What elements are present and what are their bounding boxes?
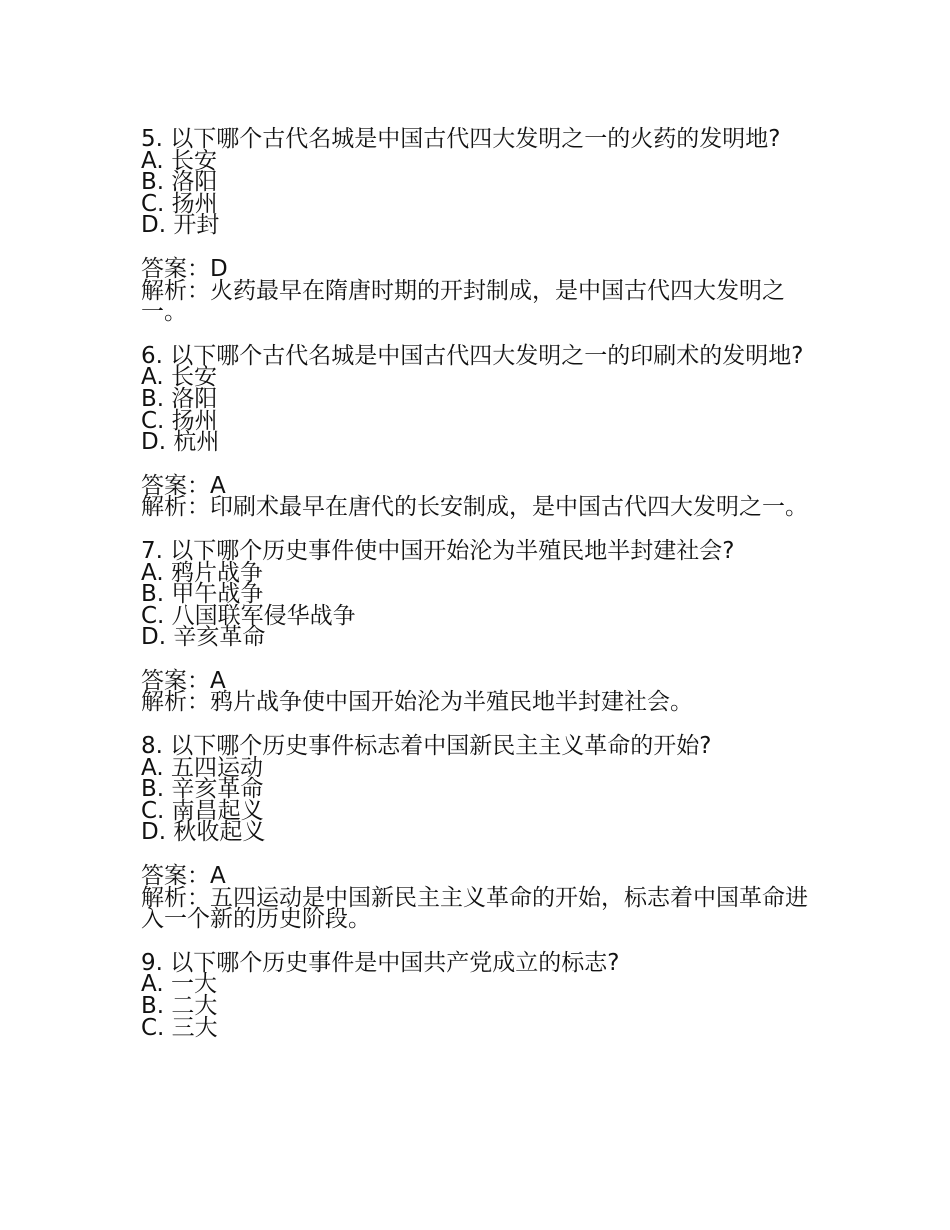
question-9-option-b: B. 二大 bbox=[141, 993, 218, 1019]
question-7-option-c: C. 八国联军侵华战争 bbox=[141, 602, 356, 629]
question-7-gap bbox=[141, 649, 813, 671]
question-8-analysis: 解析：五四运动是中国新民主主义革命的开始，标志着中国革命进入一个新的历史阶段。 bbox=[141, 884, 808, 933]
question-6-option-c: C. 扬州 bbox=[141, 407, 218, 434]
question-8-option-c: C. 南昌起义 bbox=[141, 797, 264, 824]
question-5-option-a: A. 长安 bbox=[141, 147, 217, 174]
question-5-option-d: D. 开封 bbox=[141, 212, 220, 239]
question-7-analysis: 解析：鸦片战争使中国开始沦为半殖民地半封建社会。 bbox=[141, 689, 693, 716]
question-6-gap bbox=[141, 454, 813, 476]
question-7-option-a: A. 鸦片战争 bbox=[141, 559, 263, 586]
question-9-option-a: A. 一大 bbox=[141, 971, 217, 998]
question-7 bbox=[141, 537, 813, 716]
question-6-option-a: A. 长安 bbox=[141, 364, 217, 391]
question-8-gap bbox=[141, 844, 813, 866]
question-8-option-b: B. 辛亥革命 bbox=[141, 776, 264, 803]
question-8-option-a: A. 五四运动 bbox=[141, 754, 263, 781]
question-6-option-d: D. 杭州 bbox=[141, 429, 220, 456]
question-9-option-c: C. 三大 bbox=[141, 1014, 218, 1041]
question-8-text: 8. 以下哪个历史事件标志着中国新民主主义革命的开始? bbox=[141, 733, 712, 760]
question-6-analysis: 解析：印刷术最早在唐代的长安制成，是中国古代四大发明之一。 bbox=[141, 494, 808, 521]
question-9-text: 9. 以下哪个历史事件是中国共产党成立的标志? bbox=[141, 949, 620, 976]
question-5 bbox=[141, 126, 813, 326]
question-6-option-b: B. 洛阳 bbox=[141, 385, 218, 412]
question-8 bbox=[141, 733, 813, 933]
question-5-text: 5. 以下哪个古代名城是中国古代四大发明之一的火药的发明地? bbox=[141, 126, 781, 152]
question-7-answer: 答案：A bbox=[141, 667, 226, 694]
question-5-option-c: C. 扬州 bbox=[141, 190, 218, 217]
question-6-answer: 答案：A bbox=[141, 472, 226, 499]
question-7-option-b: B. 甲午战争 bbox=[141, 581, 264, 608]
question-7-text: 7. 以下哪个历史事件使中国开始沦为半殖民地半封建社会? bbox=[141, 537, 735, 564]
question-5-analysis: 解析：火药最早在隋唐时期的开封制成，是中国古代四大发明之一。 bbox=[141, 277, 785, 326]
question-8-answer: 答案：A bbox=[141, 863, 226, 890]
question-6-text: 6. 以下哪个古代名城是中国古代四大发明之一的印刷术的发明地? bbox=[141, 342, 804, 369]
question-6 bbox=[141, 342, 813, 521]
question-8-option-d: D. 秋收起义 bbox=[141, 819, 266, 846]
question-5-answer: 答案：D bbox=[141, 255, 228, 282]
question-5-option-b: B. 洛阳 bbox=[141, 169, 218, 196]
question-9 bbox=[141, 949, 813, 1041]
question-list bbox=[141, 126, 813, 1061]
question-7-option-d: D. 辛亥革命 bbox=[141, 624, 266, 651]
question-5-gap bbox=[141, 237, 813, 259]
